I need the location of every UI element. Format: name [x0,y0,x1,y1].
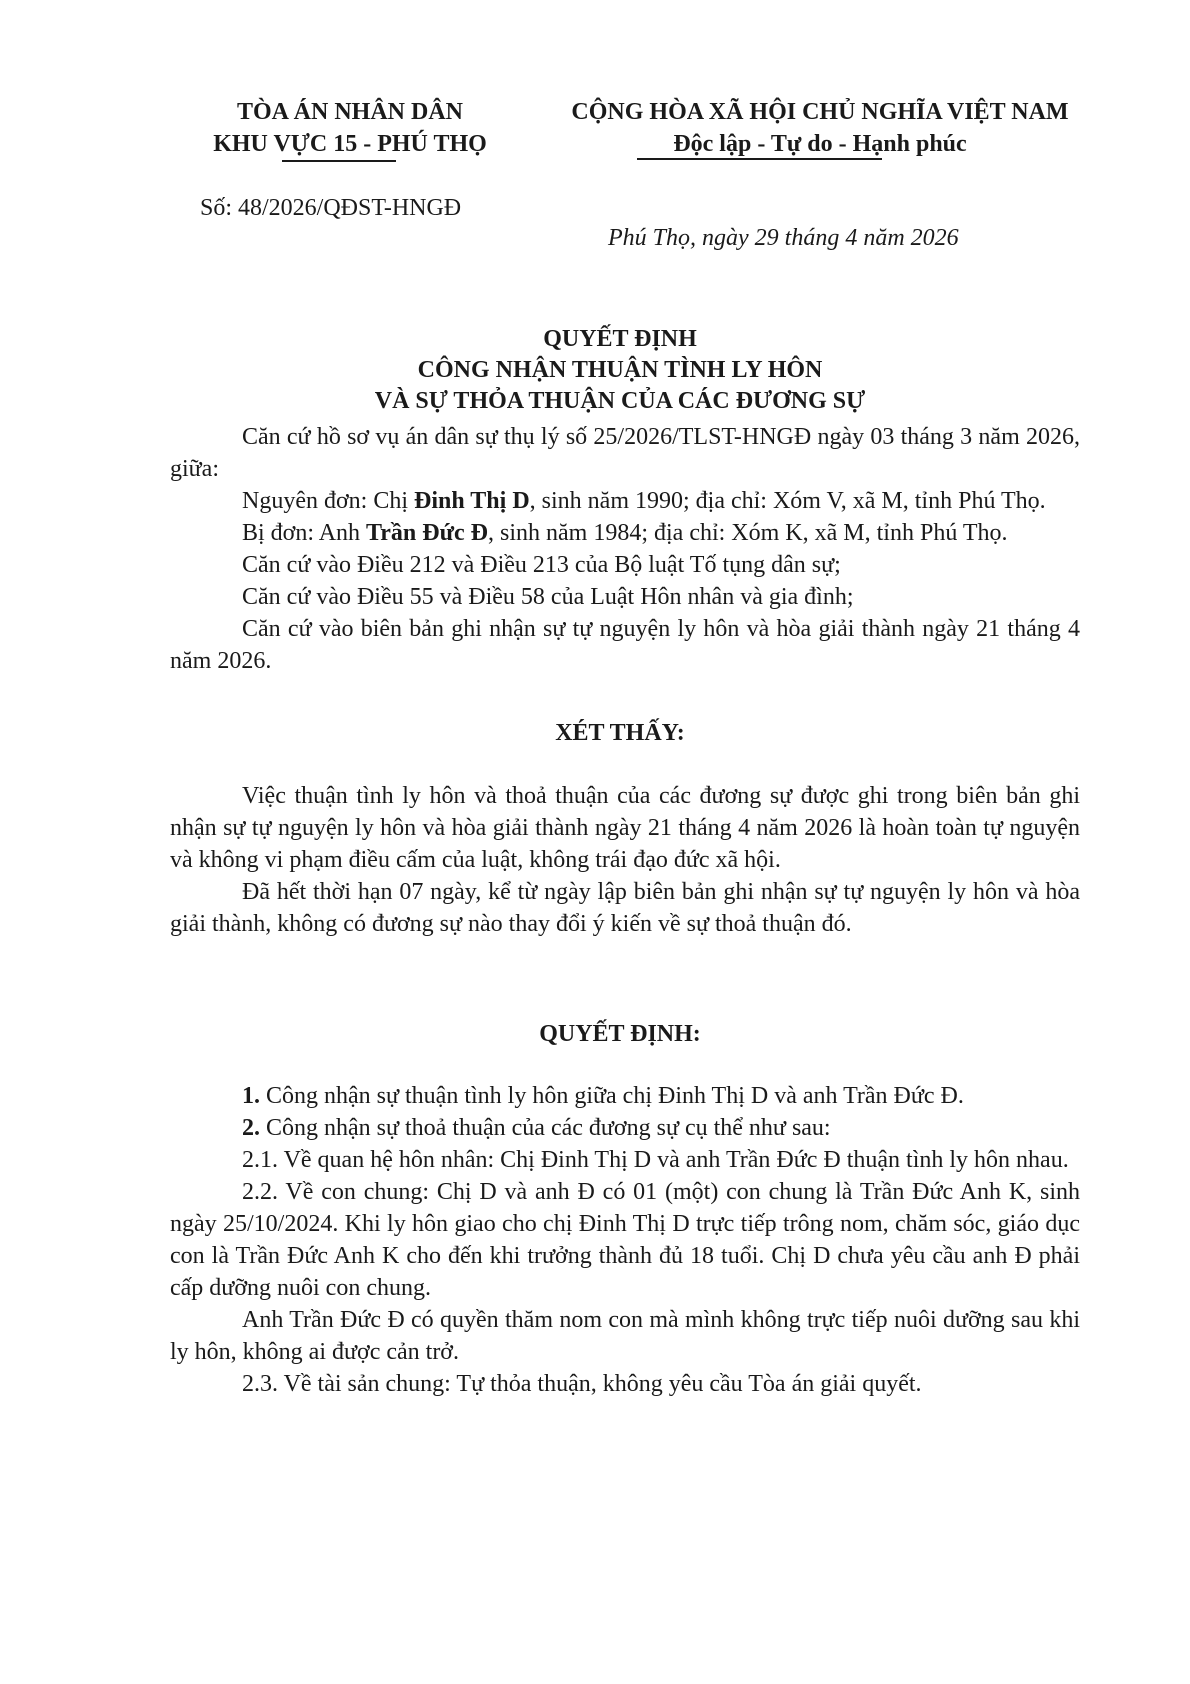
item-2-text: Công nhận sự thoả thuận của các đương sự cụ thể như sau: [260,1115,831,1141]
findings-para-1: Việc thuận tình ly hôn và thoả thuận của các đương sự được ghi trong biên bản ghi nhận sự tự nguyện ly hôn và hòa giải thành ngày 21 tháng 4 năm 2026 là hoàn toàn tự nguyện và không vi phạm điều cấm của luật, không trái đạo đức xã hội. [170,783,1080,873]
title-line-2: CÔNG NHẬN THUẬN TÌNH LY HÔN [417,357,823,383]
nation-header [540,96,1100,160]
legal-basis-3: Căn cứ vào biên bản ghi nhận sự tự nguyện ly hôn và hòa giải thành ngày 21 tháng 4 năm 2026. [170,616,1080,674]
plaintiff-prefix: Nguyên đơn: Chị [242,488,415,514]
findings-heading: XÉT THẤY: [555,720,685,746]
decision-number: Số: 48/2026/QĐST-HNGĐ [200,195,462,221]
legal-basis-2: Căn cứ vào Điều 55 và Điều 58 của Luật Hôn nhân và gia đình; [242,584,854,610]
decision-items [170,1080,1080,1400]
title-line-1: QUYẾT ĐỊNH [543,326,697,352]
plaintiff [170,485,1080,517]
visitation-rights: Anh Trần Đức Đ có quyền thăm nom con mà mình không trực tiếp nuôi dưỡng sau khi ly hôn, không ai được cản trở. [170,1307,1080,1365]
item-2-number: 2. [242,1115,260,1141]
decision-item-2-3: 2.3. Về tài sản chung: Tự thỏa thuận, không yêu cầu Tòa án giải quyết. [242,1371,922,1397]
decision-item-2 [170,1112,1080,1144]
defendant-details: , sinh năm 1984; địa chỉ: Xóm K, xã M, tỉnh Phú Thọ. [488,520,1008,546]
findings [170,780,1080,940]
plaintiff-name: Đinh Thị D [414,488,530,514]
decision-item-1 [170,1080,1080,1112]
court-region: KHU VỰC 15 - PHÚ THỌ [213,131,487,157]
document-title [160,324,1080,417]
defendant-prefix: Bị đơn: Anh [242,520,367,546]
defendant-name: Trần Đức Đ [366,520,488,546]
item-1-text: Công nhận sự thuận tình ly hôn giữa chị Đinh Thị D và anh Trần Đức Đ. [260,1083,964,1109]
court-name: TÒA ÁN NHÂN DÂN [236,99,463,125]
decision-heading: QUYẾT ĐỊNH: [539,1021,701,1047]
nation-name: CỘNG HÒA XÃ HỘI CHỦ NGHĨA VIỆT NAM [571,99,1069,125]
defendant [170,517,1080,549]
court-header-underline [282,160,396,162]
findings-para-2: Đã hết thời hạn 07 ngày, kể từ ngày lập biên bản ghi nhận sự tự nguyện ly hôn và hòa giải thành, không có đương sự nào thay đổi ý kiến về sự thoả thuận đó. [170,879,1080,937]
plaintiff-details: , sinh năm 1990; địa chỉ: Xóm V, xã M, tỉnh Phú Thọ. [529,488,1046,514]
decision-item-2-1: 2.1. Về quan hệ hôn nhân: Chị Đinh Thị D và anh Trần Đức Đ thuận tình ly hôn nhau. [242,1147,1069,1173]
nation-header-underline [637,158,882,160]
legal-basis-1: Căn cứ vào Điều 212 và Điều 213 của Bộ luật Tố tụng dân sự; [242,552,841,578]
preamble [170,421,1080,677]
nation-motto: Độc lập - Tự do - Hạnh phúc [673,131,967,157]
title-line-3: VÀ SỰ THỎA THUẬN CỦA CÁC ĐƯƠNG SỰ [374,388,866,414]
case-basis: Căn cứ hồ sơ vụ án dân sự thụ lý số 25/2026/TLST-HNGĐ ngày 03 tháng 3 năm 2026, giữa: [170,424,1080,482]
place-date: Phú Thọ, ngày 29 tháng 4 năm 2026 [608,225,959,251]
decision-item-2-2: 2.2. Về con chung: Chị D và anh Đ có 01 (một) con chung là Trần Đức Anh K, sinh ngày 25/10/2024. Khi ly hôn giao cho chị Đinh Thị D trực tiếp trông nom, chăm sóc, giáo dục con là Trần Đức Anh K cho đến khi trưởng thành đủ 18 tuổi. Chị D chưa yêu cầu anh Đ phải cấp dưỡng nuôi con chung. [170,1179,1080,1301]
court-header [180,96,520,160]
item-1-number: 1. [242,1083,260,1109]
